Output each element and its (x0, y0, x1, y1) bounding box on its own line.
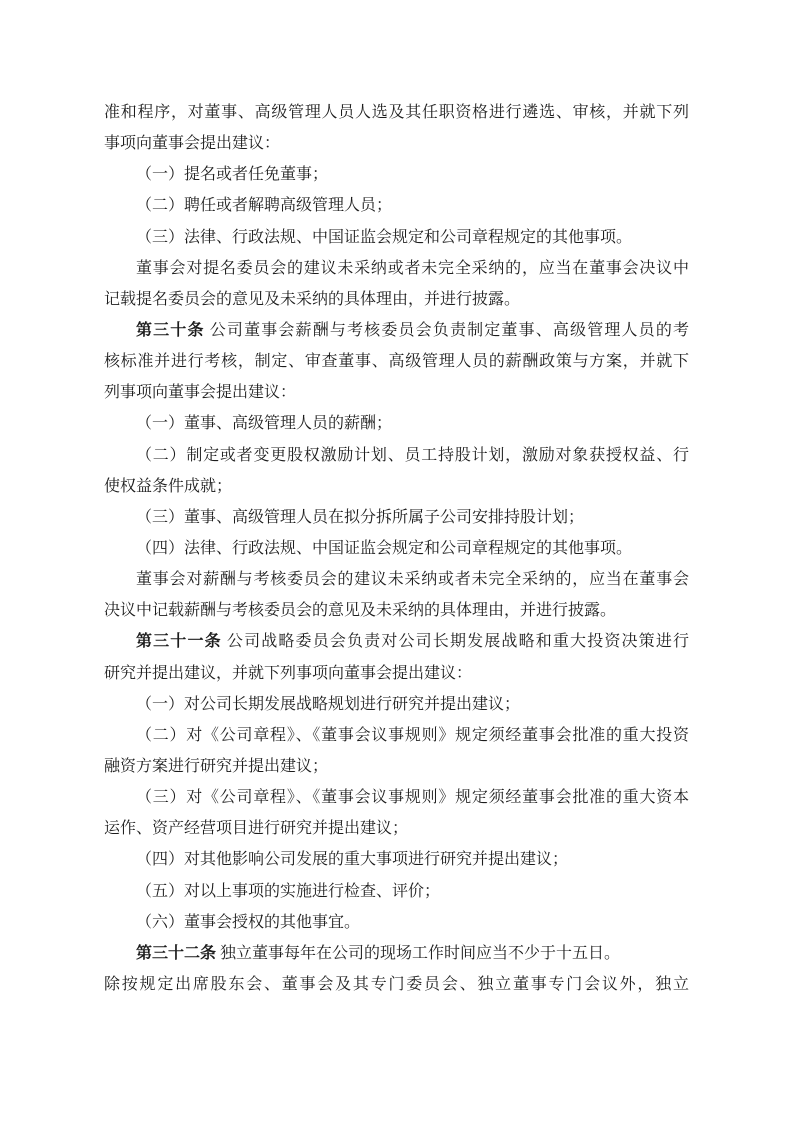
text-line (104, 408, 689, 439)
line-text: （三）董事、高级管理人员在拟分拆所属子公司安排持股计划； (136, 508, 585, 526)
text-line (104, 284, 689, 315)
line-text: 公司战略委员会负责对公司长期发展战略和重大投资决策进行 (221, 633, 689, 651)
text-line (104, 128, 689, 159)
text-line (104, 751, 689, 782)
text-line (104, 907, 689, 938)
text-line (104, 440, 689, 471)
text-line (104, 471, 689, 502)
line-text: 公司董事会薪酬与考核委员会负责制定董事、高级管理人员的考 (204, 321, 689, 339)
text-line (104, 626, 689, 657)
line-text: （一）董事、高级管理人员的薪酬； (136, 415, 393, 433)
line-text: 记载提名委员会的意见及未采纳的具体理由，并进行披露。 (104, 290, 521, 308)
text-line (104, 315, 689, 346)
line-text: 事项向董事会提出建议： (104, 135, 281, 153)
line-text: 使权益条件成就； (104, 477, 233, 495)
text-line (104, 564, 689, 595)
line-text: （四）法律、行政法规、中国证监会规定和公司章程规定的其他事项。 (136, 539, 633, 557)
line-text: 运作、资产经营项目进行研究并提出建议； (104, 820, 409, 838)
text-line (104, 595, 689, 626)
line-text: 独立董事每年在公司的现场工作时间应当不少于十五日。 (216, 944, 621, 962)
article-number: 第三十二条 (136, 944, 217, 962)
text-line (104, 533, 689, 564)
text-line (104, 159, 689, 190)
line-text: 融资方案进行研究并提出建议； (104, 757, 329, 775)
text-line (104, 813, 689, 844)
line-text: （三）对《公司章程》、《董事会议事规则》规定须经董事会批准的重大资本 (136, 789, 689, 807)
article-number: 第三十一条 (136, 633, 222, 651)
line-text: （二）聘任或者解聘高级管理人员； (136, 197, 393, 215)
line-text: （六）董事会授权的其他事宜。 (136, 913, 361, 931)
line-text: 董事会对提名委员会的建议未采纳或者未完全采纳的，应当在董事会决议中 (136, 259, 689, 277)
text-line (104, 658, 689, 689)
line-text: （二）制定或者变更股权激励计划、员工持股计划，激励对象获授权益、行 (136, 446, 689, 464)
line-text: 董事会对薪酬与考核委员会的建议未采纳或者未完全采纳的，应当在董事会 (136, 571, 689, 589)
text-line (104, 969, 689, 1000)
text-line (104, 190, 689, 221)
article-number: 第三十条 (136, 321, 205, 339)
line-text: （一）提名或者任免董事； (136, 166, 329, 184)
line-text: （三）法律、行政法规、中国证监会规定和公司章程规定的其他事项。 (136, 228, 633, 246)
text-line (104, 782, 689, 813)
line-text: （一）对公司长期发展战略规划进行研究并提出建议； (136, 695, 521, 713)
text-line (104, 502, 689, 533)
line-text: （四）对其他影响公司发展的重大事项进行研究并提出建议； (136, 851, 569, 869)
text-line (104, 222, 689, 253)
text-line (104, 876, 689, 907)
text-line (104, 938, 689, 969)
line-text: 列事项向董事会提出建议： (104, 384, 297, 402)
line-text: 准和程序，对董事、高级管理人员人选及其任职资格进行遴选、审核，并就下列 (104, 104, 689, 121)
text-line (104, 844, 689, 875)
text-line (104, 97, 689, 128)
line-text: （二）对《公司章程》、《董事会议事规则》规定须经董事会批准的重大投资 (136, 726, 689, 744)
text-line (104, 377, 689, 408)
text-line (104, 253, 689, 284)
text-line (104, 689, 689, 720)
line-text: 核标准并进行考核，制定、审查董事、高级管理人员的薪酬政策与方案，并就下 (104, 353, 689, 371)
line-text: 除按规定出席股东会、董事会及其专门委员会、独立董事专门会议外，独立 (104, 975, 689, 993)
line-text: 研究并提出建议，并就下列事项向董事会提出建议： (104, 664, 473, 682)
text-line (104, 346, 689, 377)
line-text: （五）对以上事项的实施进行检查、评价； (136, 882, 441, 900)
text-block (104, 97, 689, 1000)
line-text: 决议中记载薪酬与考核委员会的意见及未采纳的具体理由，并进行披露。 (104, 602, 617, 620)
text-line (104, 720, 689, 751)
